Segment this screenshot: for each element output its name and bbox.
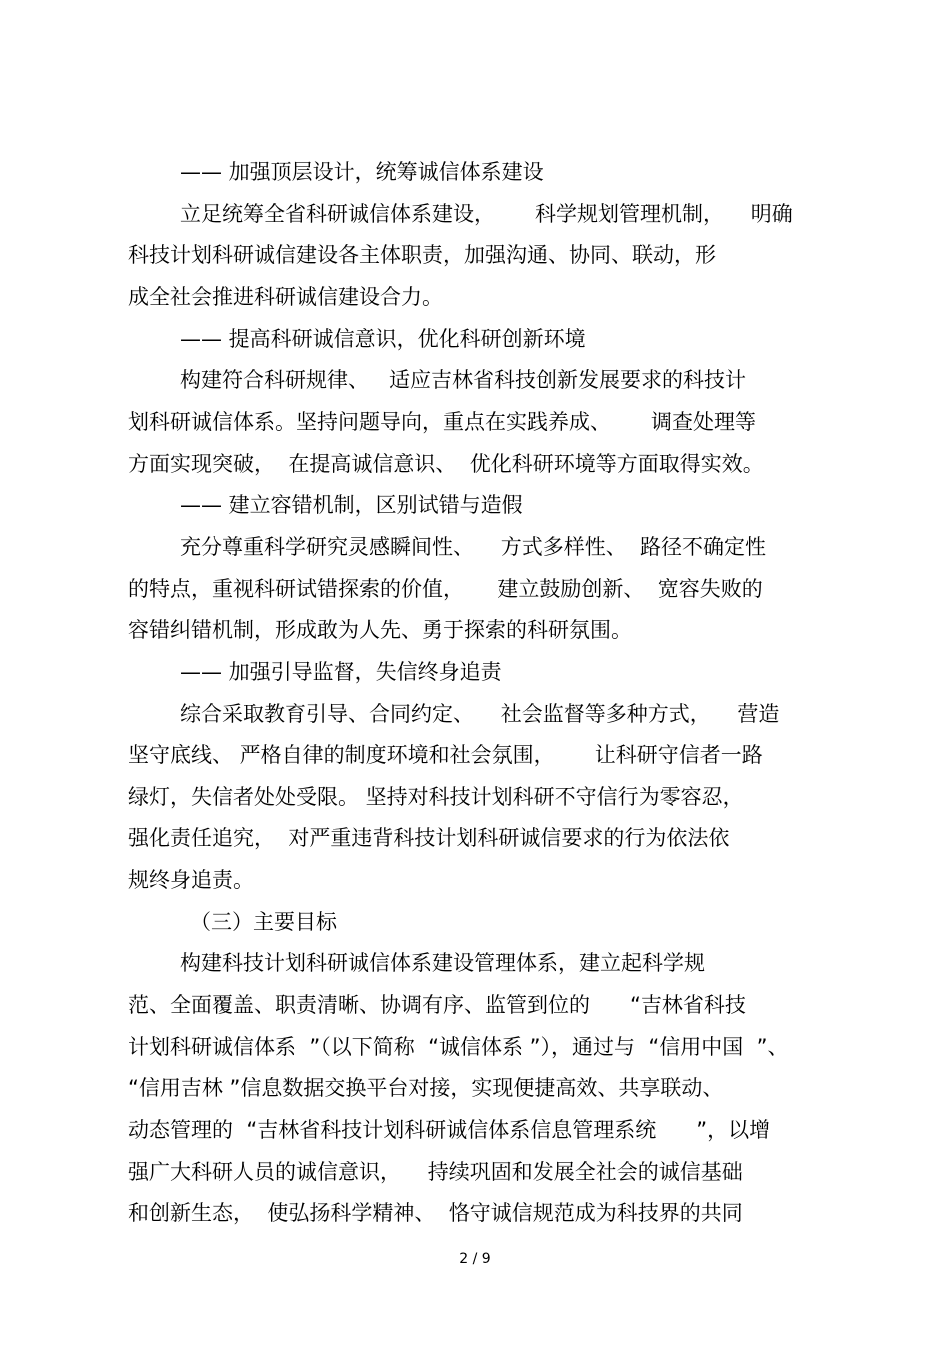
paragraph-line: 规终身追责。 bbox=[128, 868, 254, 892]
paragraph-line: 容错纠错机制，形成敢为人先、勇于探索的科研氛围。 bbox=[128, 618, 632, 642]
paragraph-line: 范、全面覆盖、职责清晰、协调有序、监管到位的 “吉林省科技 bbox=[128, 993, 746, 1017]
section-heading-main-goals: （三）主要目标 bbox=[190, 910, 337, 934]
subheading-top-level-design: —— 加强顶层设计，统筹诚信体系建设 bbox=[180, 160, 544, 184]
paragraph-line: 强广大科研人员的诚信意识， 持续巩固和发展全社会的诚信基础 bbox=[128, 1160, 743, 1184]
paragraph-line: 构建科技计划科研诚信体系建设管理体系，建立起科学规 bbox=[180, 951, 705, 975]
paragraph-line: 计划科研诚信体系 ”（以下简称 “诚信体系 ”），通过与 “信用中国 ”、 bbox=[128, 1035, 789, 1059]
subheading-fault-tolerance: —— 建立容错机制，区别试错与造假 bbox=[180, 493, 523, 517]
subheading-supervision: —— 加强引导监督，失信终身追责 bbox=[180, 660, 502, 684]
paragraph-line: 方面实现突破， 在提高诚信意识、 优化科研环境等方面取得实效。 bbox=[128, 452, 764, 476]
paragraph-line: 立足统筹全省科研诚信体系建设， 科学规划管理机制， 明确 bbox=[180, 202, 793, 226]
paragraph-line: “信用吉林 ”信息数据交换平台对接，实现便捷高效、共享联动、 bbox=[128, 1076, 724, 1100]
paragraph-line: 科技计划科研诚信建设各主体职责，加强沟通、协同、联动，形 bbox=[128, 243, 716, 267]
paragraph-line: 综合采取教育引导、合同约定、 社会监督等多种方式， 营造 bbox=[180, 702, 780, 726]
paragraph-line: 的特点，重视科研试错探索的价值， 建立鼓励创新、 宽容失败的 bbox=[128, 577, 763, 601]
paragraph-line: 动态管理的 “吉林省科技计划科研诚信体系信息管理系统 ”，以增 bbox=[128, 1118, 771, 1142]
paragraph-line: 充分尊重科学研究灵感瞬间性、 方式多样性、 路径不确定性 bbox=[180, 535, 767, 559]
paragraph-line: 坚守底线、 严格自律的制度环境和社会氛围， 让科研守信者一路 bbox=[128, 743, 763, 767]
paragraph-line: 和创新生态， 使弘扬科学精神、 恪守诚信规范成为科技界的共同 bbox=[128, 1201, 743, 1225]
subheading-integrity-awareness: —— 提高科研诚信意识，优化科研创新环境 bbox=[180, 327, 586, 351]
paragraph-line: 构建符合科研规律、 适应吉林省科技创新发展要求的科技计 bbox=[180, 368, 747, 392]
page-number: 2 / 9 bbox=[459, 1251, 491, 1267]
paragraph-line: 划科研诚信体系。坚持问题导向，重点在实践养成、 调查处理等 bbox=[128, 410, 757, 434]
paragraph-line: 绿灯，失信者处处受限。 坚持对科技计划科研不守信行为零容忍， bbox=[128, 785, 744, 809]
paragraph-line: 强化责任追究， 对严重违背科技计划科研诚信要求的行为依法依 bbox=[128, 826, 730, 850]
paragraph-line: 成全社会推进科研诚信建设合力。 bbox=[128, 285, 443, 309]
